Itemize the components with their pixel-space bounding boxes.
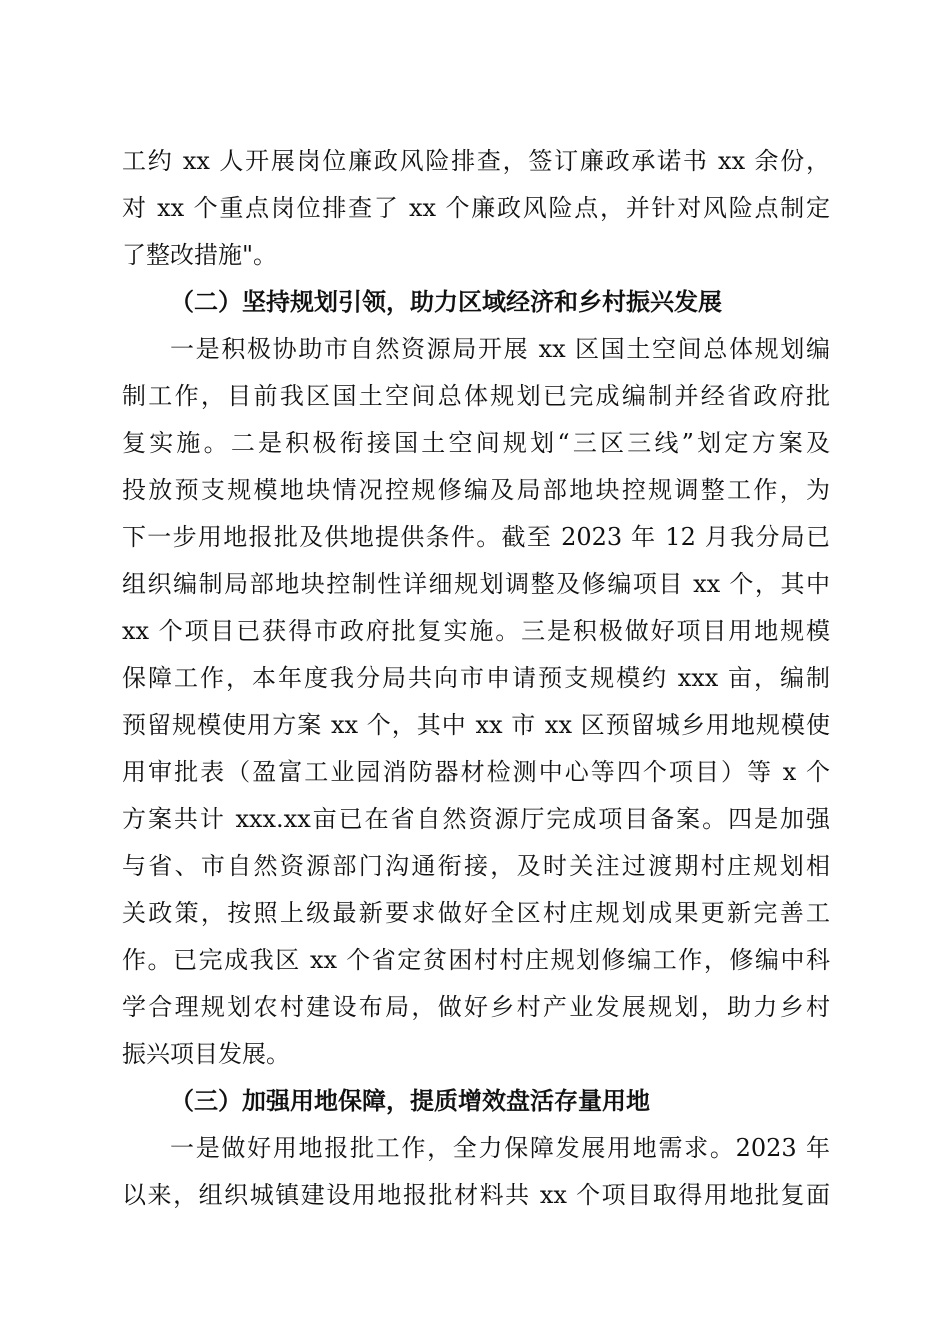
paragraph-line: 保障工作，本年度我分局共向市申请预支规模约 xxx 亩，编制 [122,664,830,692]
paragraph-line: 复实施。二是积极衔接国土空间规划“三区三线”划定方案及 [122,429,830,457]
paragraph-line: 一是做好用地报批工作，全力保障发展用地需求。2023 年 [170,1134,830,1162]
paragraph-line: 制工作，目前我区国土空间总体规划已完成编制并经省政府批 [122,382,830,410]
paragraph-line: 一是积极协助市自然资源局开展 xx 区国土空间总体规划编 [170,335,830,363]
paragraph-line: 预留规模使用方案 xx 个，其中 xx 市 xx 区预留城乡用地规模使 [122,711,830,739]
paragraph-line: 学合理规划农村建设布局，做好乡村产业发展规划，助力乡村 [122,993,830,1021]
paragraph-line: 工约 xx 人开展岗位廉政风险排查，签订廉政承诺书 xx 余份， [122,147,830,175]
paragraph-line: 下一步用地报批及供地提供条件。截至 2023 年 12 月我分局已 [122,523,830,551]
paragraph-line: 关政策，按照上级最新要求做好全区村庄规划成果更新完善工 [122,899,830,927]
section-heading-3: （三）加强用地保障，提质增效盘活存量用地 [170,1087,650,1115]
paragraph-line: 以来，组织城镇建设用地报批材料共 xx 个项目取得用地批复面 [122,1181,830,1209]
paragraph-line: 了整改措施"。 [122,241,278,269]
paragraph-line: 对 xx 个重点岗位排查了 xx 个廉政风险点，并针对风险点制定 [122,194,830,222]
paragraph-line: 组织编制局部地块控制性详细规划调整及修编项目 xx 个，其中 [122,570,830,598]
paragraph-line: 投放预支规模地块情况控规修编及局部地块控规调整工作，为 [122,476,830,504]
paragraph-line: 方案共计 xxx.xx亩已在省自然资源厅完成项目备案。四是加强 [122,805,830,833]
paragraph-line: 作。已完成我区 xx 个省定贫困村村庄规划修编工作，修编中科 [122,946,830,974]
paragraph-line: 用审批表（盈富工业园消防器材检测中心等四个项目）等 x 个 [122,758,830,786]
paragraph-line: 与省、市自然资源部门沟通衔接，及时关注过渡期村庄规划相 [122,852,830,880]
paragraph-line: 振兴项目发展。 [122,1040,290,1068]
paragraph-line: xx 个项目已获得市政府批复实施。三是积极做好项目用地规模 [122,617,830,645]
section-heading-2: （二）坚持规划引领，助力区域经济和乡村振兴发展 [170,288,722,316]
